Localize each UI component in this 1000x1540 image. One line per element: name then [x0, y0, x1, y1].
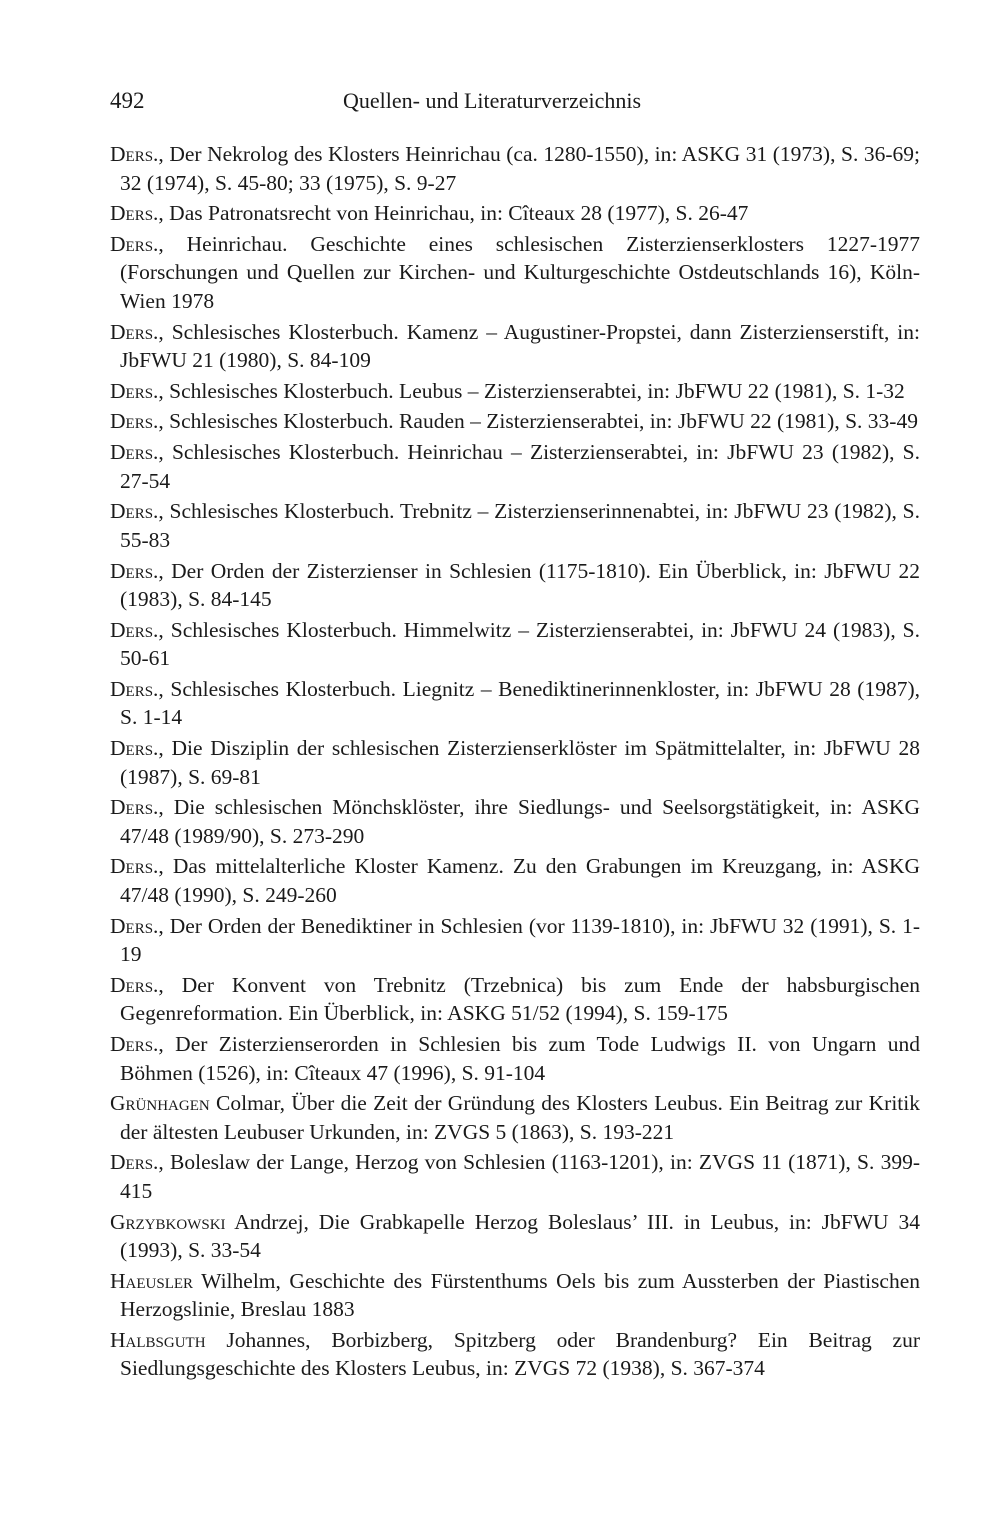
bibliography-entry — [110, 912, 920, 969]
entry-text: , Der Orden der Benediktiner in Schlesien (vor 1139-1810), in: JbFWU 32 (1991), S. 1-19 — [120, 913, 920, 967]
entry-author: Ders. — [110, 617, 159, 642]
entry-author: Ders. — [110, 558, 159, 583]
entry-author: Ders. — [110, 972, 159, 997]
bibliography-entry — [110, 734, 920, 791]
entry-author: Ders. — [110, 319, 159, 344]
entry-author: Ders. — [110, 378, 159, 403]
entry-text: , Schlesisches Klosterbuch. Kamenz – Augustiner-Propstei, dann Zisterzienserstift, in: JbFWU 21 (1980), S. 84-109 — [120, 319, 920, 373]
entry-author: Ders. — [110, 854, 159, 879]
entry-author: Halbsguth — [110, 1327, 206, 1352]
bibliography-entry — [110, 852, 920, 909]
entry-text: , Der Orden der Zisterzienser in Schlesien (1175-1810). Ein Überblick, in: JbFWU 22 (1983), S. 84-145 — [120, 558, 920, 611]
bibliography-entry — [110, 675, 920, 732]
running-title: Quellen- und Literaturverzeichnis — [343, 88, 642, 113]
entry-author: Ders. — [110, 736, 159, 761]
entry-text: , Die schlesischen Mönchsklöster, ihre Siedlungs- und Seelsorgstätigkeit, in: ASKG 47/48 (1989/90), S. 273-290 — [120, 795, 920, 848]
bibliography-entry — [110, 616, 920, 673]
entry-author: Ders. — [110, 795, 159, 820]
bibliography-entry — [110, 497, 920, 554]
bibliography-entry — [110, 199, 920, 228]
bibliography-entry — [110, 1089, 920, 1146]
page-number: 492 — [110, 88, 145, 113]
entry-author: Ders. — [110, 499, 159, 524]
bibliography-entry — [110, 1030, 920, 1087]
bibliography-entry — [110, 1148, 920, 1205]
entry-author: Ders. — [110, 231, 159, 256]
entry-text: Andrzej, Die Grabkapelle Herzog Boleslaus’ III. in Leubus, in: JbFWU 34 (1993), S. 33-54 — [120, 1209, 920, 1263]
bibliography-list — [110, 140, 920, 1385]
bibliography-entry — [110, 438, 920, 495]
entry-author: Ders. — [110, 1032, 159, 1056]
entry-author: Haeusler — [110, 1268, 194, 1293]
entry-author: Grünhagen — [110, 1091, 210, 1116]
entry-author: Ders. — [110, 676, 159, 701]
entry-author: Grzybkowski — [110, 1209, 226, 1234]
entry-text: , Die Disziplin der schlesischen Zisterzienserklöster im Spätmittelalter, in: JbFWU 28 (1987), S. 69-81 — [120, 736, 920, 789]
entry-text: Wilhelm, Geschichte des Fürstenthums Oels bis zum Aussterben der Piastischen Herzogslinie, Breslau 1883 — [120, 1268, 920, 1322]
bibliography-entry — [110, 377, 920, 406]
bibliography-entry — [110, 1267, 920, 1324]
entry-author: Ders. — [110, 440, 159, 465]
bibliography-entry — [110, 1326, 920, 1383]
bibliography-entry — [110, 407, 920, 436]
running-head — [110, 84, 920, 118]
entry-text: , Der Konvent von Trebnitz (Trzebnica) bis zum Ende der habsburgischen Gegenreformation. Ein Überblick, in: ASKG 51/52 (1994), S. 159-175 — [120, 972, 920, 1026]
entry-text: , Schlesisches Klosterbuch. Heinrichau – Zisterzienserabtei, in: JbFWU 23 (1982), S. 27-54 — [120, 440, 920, 493]
entry-text: , Heinrichau. Geschichte eines schlesischen Zisterzienserklosters 1227-1977 (Forschungen und Quellen zur Kirchen- und Kulturgeschichte Ostdeutschlands 16), Köln-Wien 1978 — [120, 231, 920, 313]
entry-author: Ders. — [110, 201, 159, 226]
entry-text: , Schlesisches Klosterbuch. Leubus – Zisterzienserabtei, in: JbFWU 22 (1981), S. 1-32 — [158, 378, 905, 403]
entry-text: , Schlesisches Klosterbuch. Trebnitz – Zisterzienserinnenabtei, in: JbFWU 23 (1982), S. 55-83 — [120, 499, 920, 552]
entry-text: Johannes, Borbizberg, Spitzberg oder Brandenburg? Ein Beitrag zur Siedlungsgeschichte des Klosters Leubus, in: ZVGS 72 (1938), S. 367-374 — [120, 1327, 920, 1381]
entry-text: , Schlesisches Klosterbuch. Rauden – Zisterzienserabtei, in: JbFWU 22 (1981), S. 33-49 — [158, 409, 918, 434]
bibliography-entry — [110, 1208, 920, 1265]
entry-text: , Schlesisches Klosterbuch. Liegnitz – Benediktinerinnenkloster, in: JbFWU 28 (1987), S. 1-14 — [120, 676, 920, 730]
entry-text: , Das Patronatsrecht von Heinrichau, in: Cîteaux 28 (1977), S. 26-47 — [158, 201, 749, 226]
entry-text: , Schlesisches Klosterbuch. Himmelwitz – Zisterzienserabtei, in: JbFWU 24 (1983), S. 50-61 — [120, 617, 920, 671]
entry-author: Ders. — [110, 409, 159, 434]
bibliography-entry — [110, 318, 920, 375]
bibliography-entry — [110, 793, 920, 850]
entry-text: , Der Zisterzienserorden in Schlesien bis zum Tode Ludwigs II. von Ungarn und Böhmen (1526), in: Cîteaux 47 (1996), S. 91-104 — [120, 1032, 920, 1085]
bibliography-entry — [110, 230, 920, 316]
entry-text: , Boleslaw der Lange, Herzog von Schlesien (1163-1201), in: ZVGS 11 (1871), S. 399-415 — [120, 1150, 920, 1203]
bibliography-entry — [110, 140, 920, 197]
entry-text: Colmar, Über die Zeit der Gründung des Klosters Leubus. Ein Beitrag zur Kritik der ältesten Leubuser Urkunden, in: ZVGS 5 (1863), S. 193-221 — [120, 1091, 920, 1144]
entry-text: , Das mittelalterliche Kloster Kamenz. Zu den Grabungen im Kreuzgang, in: ASKG 47/48 (1990), S. 249-260 — [120, 854, 920, 907]
entry-author: Ders. — [110, 1150, 159, 1175]
bibliography-entry — [110, 557, 920, 614]
entry-author: Ders. — [110, 142, 159, 166]
bibliography-entry — [110, 971, 920, 1028]
entry-author: Ders. — [110, 913, 159, 938]
entry-text: , Der Nekrolog des Klosters Heinrichau (ca. 1280-1550), in: ASKG 31 (1973), S. 36-69; 32 (1974), S. 45-80; 33 (1975), S. 9-27 — [120, 142, 920, 195]
